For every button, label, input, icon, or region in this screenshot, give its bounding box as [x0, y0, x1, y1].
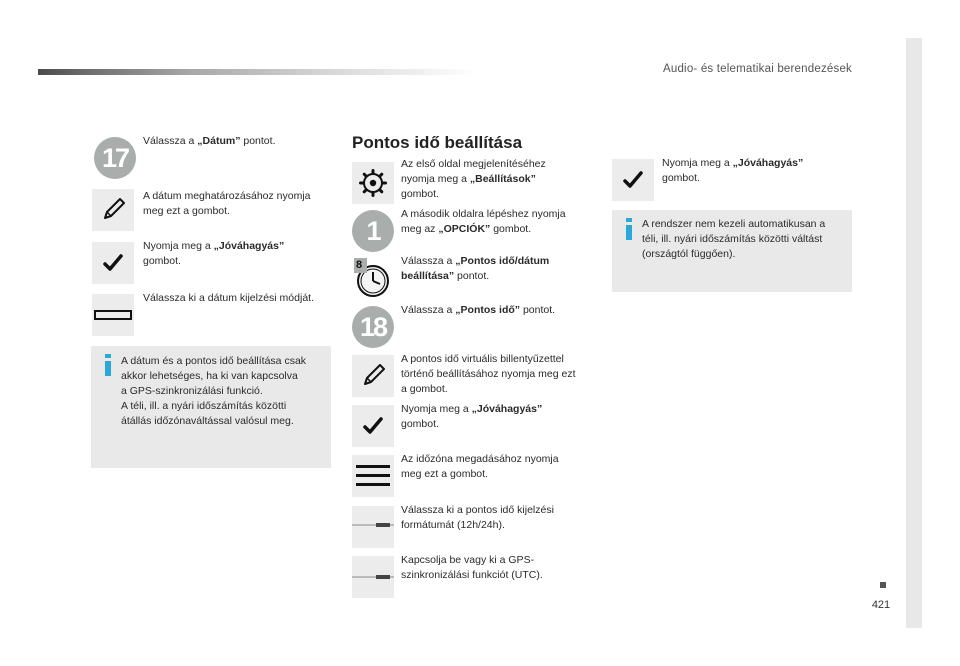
time-format-toggle[interactable]	[352, 506, 394, 548]
checkmark-icon	[102, 252, 124, 274]
date-edit-text: A dátum meghatározásához nyomja meg ezt a gombot.	[143, 190, 311, 217]
date-format-selector[interactable]	[92, 294, 134, 336]
edit-pencil-button[interactable]	[92, 189, 134, 231]
date-format-text: Válassza ki a dátum kijelzési módját.	[143, 292, 314, 304]
pencil-icon	[359, 362, 387, 390]
gear-icon	[359, 169, 387, 197]
gps-sync-toggle[interactable]	[352, 556, 394, 598]
confirm-button[interactable]	[92, 242, 134, 284]
clock-menu-text: Válassza a „Pontos idő/dátum beállítása” pontot.	[401, 255, 550, 282]
toggle-switch-icon	[352, 506, 394, 548]
gps-sync-text: Kapcsolja be vagy ki a GPS- szinkronizálási funkciót (UTC).	[401, 554, 543, 581]
clock-badge: 8	[356, 259, 363, 271]
confirm-text: Nyomja meg a „Jóváhagyás” gombot.	[143, 240, 285, 267]
confirm-final-button[interactable]	[612, 159, 654, 201]
page-number: 421	[871, 599, 891, 611]
pencil-icon	[99, 196, 127, 224]
info-note-text-left: A dátum és a pontos idő beállítása csak akkor lehetséges, ha ki van kapcsolva a GPS-szinkronizálási funkció. A téli, ill. a nyári időszámítás közötti átállás időzónaváltással valósul meg.	[121, 355, 307, 427]
confirm-time-text: Nyomja meg a „Jóváhagyás” gombot.	[401, 403, 543, 430]
section-heading: Pontos idő beállítása	[352, 133, 523, 152]
time-edit-text: A pontos idő virtuális billentyűzettel történő beállításához nyomja meg ezt a gombot.	[401, 353, 576, 395]
time-date-menu-icon[interactable]	[352, 256, 394, 298]
info-note-panel-left	[91, 346, 331, 468]
info-note-panel-right	[612, 210, 852, 292]
info-icon	[623, 218, 635, 240]
format-slider-icon	[94, 308, 132, 322]
settings-text: Az első oldal megjelenítéséhez nyomja meg a „Beállítások” gombot.	[401, 158, 546, 200]
checkmark-icon	[622, 169, 644, 191]
timezone-text: Az időzóna megadásához nyomja meg ezt a gombot.	[401, 453, 559, 480]
info-icon	[102, 354, 114, 376]
step-1-text: A második oldalra lépéshez nyomja meg az „OPCIÓK” gombot.	[401, 208, 566, 235]
info-note-text-right: A rendszer nem kezeli automatikusan a téli, ill. nyári időszámítás közötti váltást (országtól függően).	[642, 218, 826, 260]
page-edge-strip	[906, 38, 922, 628]
checkmark-icon	[362, 415, 384, 437]
settings-button[interactable]	[352, 162, 394, 204]
step-number-17: 17	[94, 137, 136, 179]
timezone-button[interactable]	[352, 455, 394, 497]
step-18-text: Válassza a „Pontos idő” pontot.	[401, 304, 556, 316]
chapter-title: Audio- és telematikai berendezések	[663, 63, 852, 75]
toggle-switch-icon	[352, 556, 394, 598]
step-number-1: 1	[352, 210, 394, 252]
page-marker	[880, 582, 886, 588]
confirm-time-button[interactable]	[352, 405, 394, 447]
step-17-text: Válassza a „Dátum” pontot.	[143, 135, 276, 147]
time-format-text: Válassza ki a pontos idő kijelzési formátumát (12h/24h).	[401, 504, 554, 531]
time-edit-button[interactable]	[352, 355, 394, 397]
list-menu-icon	[356, 463, 390, 489]
header-gradient-bar	[38, 69, 478, 75]
step-number-18: 18	[352, 306, 394, 348]
confirm-final-text: Nyomja meg a „Jóváhagyás” gombot.	[662, 157, 804, 184]
